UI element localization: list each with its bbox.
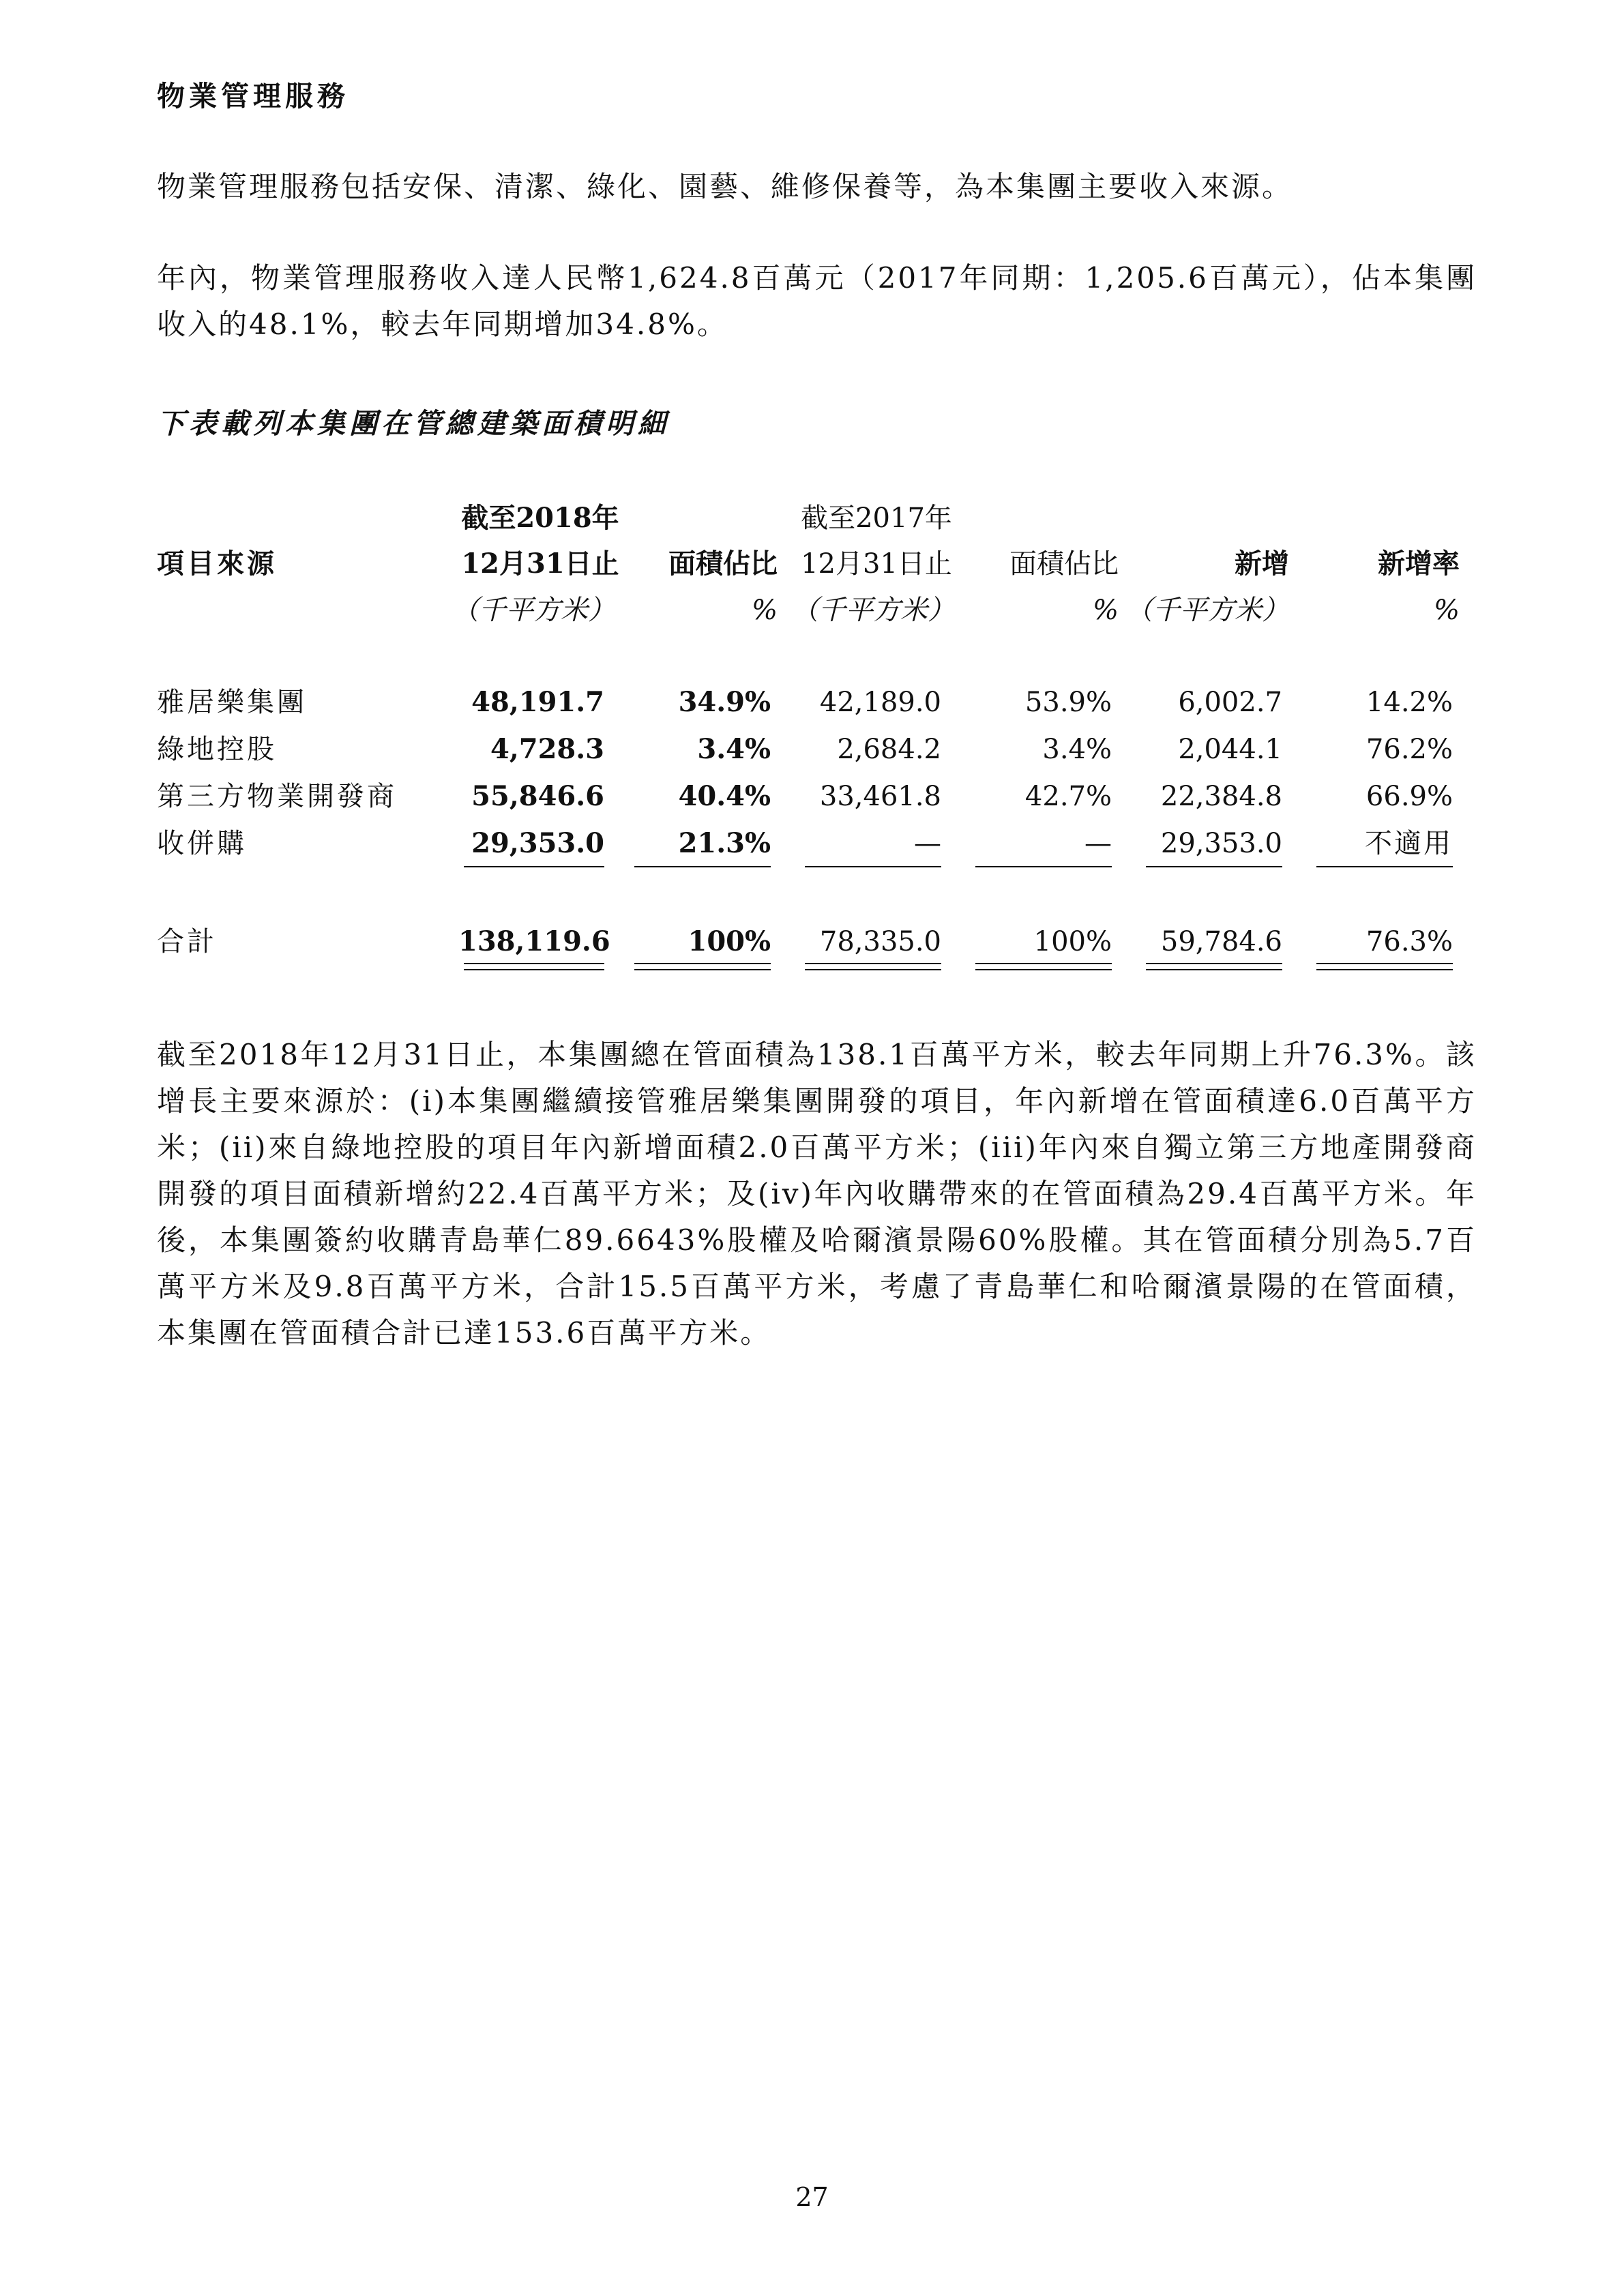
header-2018-ratio: 面積佔比 xyxy=(668,548,778,580)
header-2017-ratio: 面積佔比 xyxy=(1009,548,1119,580)
row-ratio-2017: 3.4% xyxy=(1042,734,1112,765)
header-2017-ratio-unit: % xyxy=(1092,595,1119,626)
header-2018-line2: 12月31日止 xyxy=(461,548,619,580)
row-increase: 6,002.7 xyxy=(1178,687,1282,718)
row-growth: 66.9% xyxy=(1365,781,1453,812)
total-double-rule xyxy=(1146,963,1282,970)
total-double-rule xyxy=(1316,963,1453,970)
row-ratio-2017: 42.7% xyxy=(1024,781,1112,812)
header-2017-unit: （千平方米） xyxy=(791,595,955,626)
total-ratio-2018: 100% xyxy=(688,925,771,957)
row-label: 雅居樂集團 xyxy=(157,687,307,718)
subtotal-rule xyxy=(1146,866,1282,867)
row-ratio-2017: 53.9% xyxy=(1024,687,1112,718)
row-increase: 2,044.1 xyxy=(1178,734,1282,765)
header-2017-line2: 12月31日止 xyxy=(801,548,952,580)
row-ratio-2018: 40.4% xyxy=(678,780,771,812)
header-growth-rate-unit: % xyxy=(1433,595,1460,626)
row-value-2018: 55,846.6 xyxy=(471,780,604,812)
header-2017-line1: 截至2017年 xyxy=(801,503,952,534)
row-value-2017: 33,461.8 xyxy=(819,781,941,812)
page-number: 27 xyxy=(795,2182,829,2212)
row-label: 綠地控股 xyxy=(157,734,277,765)
row-growth: 不適用 xyxy=(1365,828,1453,859)
row-value-2017: 2,684.2 xyxy=(837,734,941,765)
paragraph-services-revenue: 年內，物業管理服務收入達人民幣1,624.8百萬元（2017年同期：1,205.6百萬元），佔本集團收入的48.1%，較去年同期增加34.8%。 xyxy=(157,261,1477,341)
total-double-rule xyxy=(975,963,1112,970)
header-source: 項目來源 xyxy=(157,548,277,580)
header-2018-unit: （千平方米） xyxy=(452,595,615,626)
header-increase: 新增 xyxy=(1235,548,1289,580)
total-double-rule xyxy=(464,963,604,970)
subtotal-rule xyxy=(975,866,1112,867)
total-double-rule xyxy=(634,963,771,970)
total-double-rule xyxy=(805,963,941,970)
row-value-2017: — xyxy=(914,828,941,859)
row-growth: 76.2% xyxy=(1365,734,1453,765)
row-ratio-2018: 34.9% xyxy=(678,686,771,718)
paragraph-area-analysis: 截至2018年12月31日止，本集團總在管面積為138.1百萬平方米，較去年同期上升76.3%。該增長主要來源於：(i)本集團繼續接管雅居樂集團開發的項目，年內新增在管面積達6.0百萬平方米；(ii)來自綠地控股的項目年內新增面積2.0百萬平方米；(iii)年內來自獨立第三方地產開發商開發的項目面積新增約22.4百萬平方米；及(iv)年內收購帶來的在管面積為29.4百萬平方米。年後，本集團簽約收購青島華仁89.6643%股權及哈爾濱景陽60%股權。其在管面積分別為5.7百萬平方米及9.8百萬平方米，合計15.5百萬平方米，考慮了青島華仁和哈爾濱景陽的在管面積，本集團在管面積合計已達153.6百萬平方米。 xyxy=(157,1038,1477,1350)
row-label: 第三方物業開發商 xyxy=(157,781,397,812)
total-ratio-2017: 100% xyxy=(1033,926,1112,957)
row-increase: 29,353.0 xyxy=(1160,828,1282,859)
subtotal-rule xyxy=(464,866,604,867)
paragraph-services-scope: 物業管理服務包括安保、清潔、綠化、園藝、維修保養等，為本集團主要收入來源。 xyxy=(157,170,1293,203)
row-value-2018: 48,191.7 xyxy=(471,686,604,718)
row-growth: 14.2% xyxy=(1365,687,1453,718)
header-2018-line1: 截至2018年 xyxy=(461,502,619,534)
subtotal-rule xyxy=(634,866,771,867)
row-ratio-2018: 3.4% xyxy=(697,733,771,765)
header-growth-rate: 新增率 xyxy=(1378,548,1460,580)
section-title: 物業管理服務 xyxy=(157,80,349,113)
row-value-2018: 4,728.3 xyxy=(490,733,604,765)
row-ratio-2018: 21.3% xyxy=(678,827,771,859)
subtotal-rule xyxy=(1316,866,1453,867)
total-increase: 59,784.6 xyxy=(1160,926,1282,957)
row-increase: 22,384.8 xyxy=(1160,781,1282,812)
header-increase-unit: （千平方米） xyxy=(1125,595,1289,626)
total-label: 合計 xyxy=(157,926,217,957)
row-ratio-2017: — xyxy=(1084,828,1112,859)
row-value-2017: 42,189.0 xyxy=(819,687,941,718)
total-value-2018: 138,119.6 xyxy=(458,925,610,957)
row-value-2018: 29,353.0 xyxy=(471,827,604,859)
total-value-2017: 78,335.0 xyxy=(819,926,941,957)
row-label: 收併購 xyxy=(157,828,247,859)
header-2018-ratio-unit: % xyxy=(751,595,778,626)
total-growth: 76.3% xyxy=(1365,926,1453,957)
table-title: 下表載列本集團在管總建築面積明細 xyxy=(157,407,670,440)
subtotal-rule xyxy=(805,866,941,867)
